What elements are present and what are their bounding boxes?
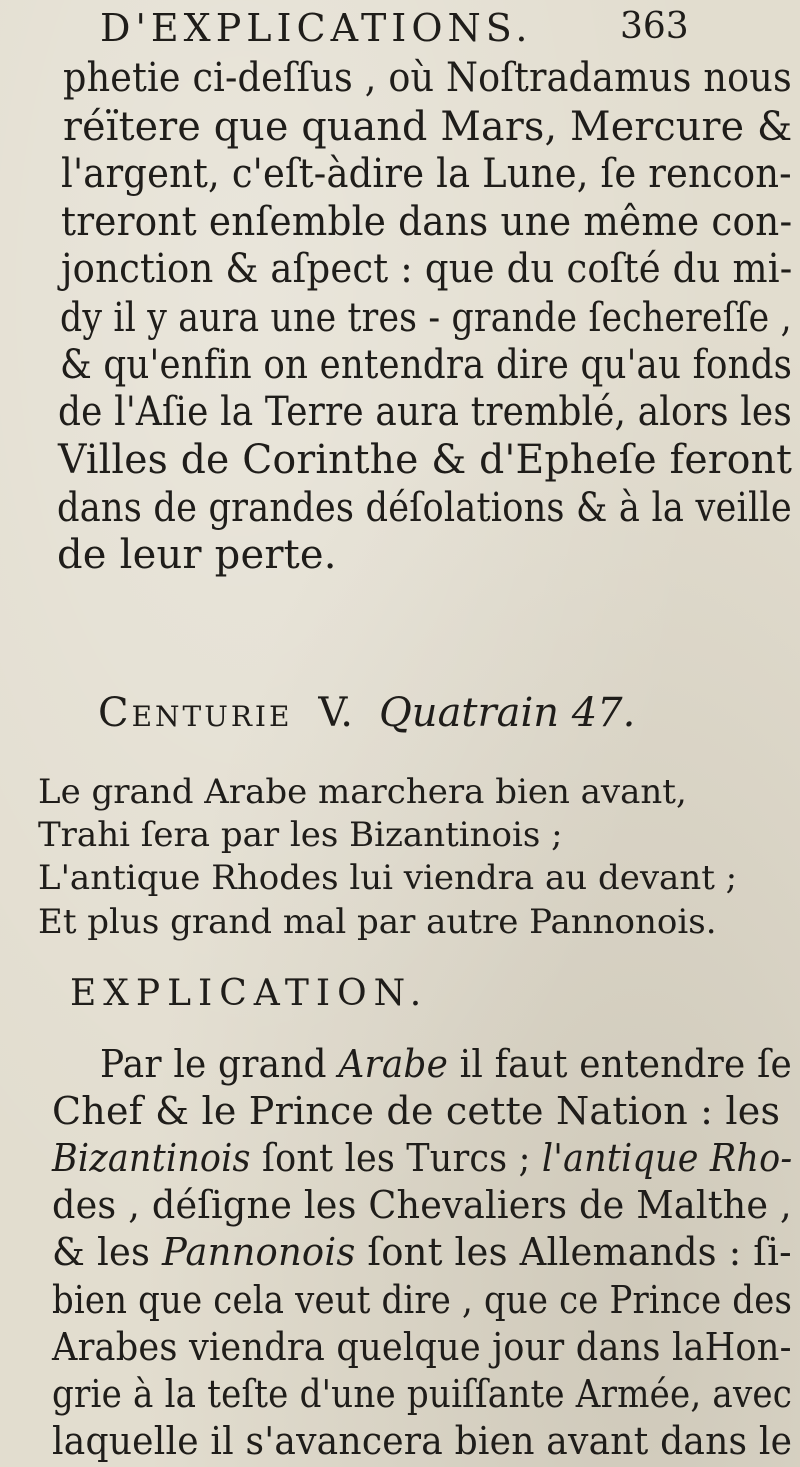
italic-run: Arabe (338, 1042, 449, 1086)
text-run: ſont les Turcs ; (250, 1136, 542, 1180)
body-line: de l'Aſie la Terre aura tremblé, alors les (58, 389, 792, 435)
text-run: Chef & le Prince de cette Nation : les (52, 1089, 781, 1133)
text-run: Par le grand (100, 1042, 339, 1086)
text-run: bien que cela veut dire , que ce Prince des (52, 1278, 793, 1322)
italic-run: l'antique Rho- (541, 1136, 793, 1180)
body-line: dy il y aura une tres - grande ſechereſſe , (60, 295, 792, 341)
page-number: 363 (620, 6, 689, 47)
explication-line (52, 1370, 792, 1418)
section-heading (98, 690, 635, 736)
quatrain-line: L'antique Rhodes lui viendra au devant ; (38, 858, 738, 898)
italic-run: Pannonois (162, 1230, 356, 1274)
body-line: & qu'enfin on entendra dire qu'au fonds (60, 342, 793, 388)
explication-line (52, 1228, 792, 1276)
text-run: il faut entendre ſe (448, 1042, 792, 1086)
quatrain-line: Le grand Arabe marchera bien avant, (38, 772, 687, 812)
body-line: phetie ci-deſſus , où Noſtradamus nous (63, 55, 792, 101)
body-line: réïtere que quand Mars, Mercure & (63, 104, 793, 150)
text-run: grie à la teſte d'une puiſſante Armée, avec (52, 1372, 793, 1416)
explication-line (52, 1417, 792, 1465)
body-line: Villes de Corinthe & d'Epheſe feront (58, 437, 793, 483)
explication-line (52, 1181, 792, 1229)
quatrain-number: Quatrain 47. (379, 690, 636, 736)
quatrain-line: Trahi ſera par les Bizantinois ; (38, 815, 563, 855)
header-title: D'EXPLICATIONS. (100, 6, 533, 50)
explication-line (52, 1323, 792, 1371)
explication-line (100, 1040, 792, 1088)
body-line: dans de grandes déſolations & à la veille (57, 485, 792, 531)
text-run: des , déſigne les Chevaliers de Malthe , (52, 1183, 792, 1227)
explication-line (52, 1087, 780, 1135)
quatrain-line: Et plus grand mal par autre Pannonois. (38, 902, 717, 942)
text-run: & les (52, 1230, 163, 1274)
explication-line (52, 1276, 792, 1324)
text-run: laquelle il s'avancera bien avant dans le (52, 1419, 793, 1463)
italic-run: Bizantinois (52, 1136, 251, 1180)
centurie-label: Centurie (98, 690, 293, 736)
body-line: treront enſemble dans une même con- (61, 199, 793, 245)
text-run: Arabes viendra quelque jour dans laHon- (52, 1325, 792, 1369)
body-line: de leur perte. (57, 532, 337, 578)
body-line: jonction & aſpect : que du coſté du mi- (61, 246, 793, 292)
centurie-number: V. (318, 690, 354, 736)
explication-line (52, 1134, 792, 1182)
body-line: l'argent, c'eſt-àdire la Lune, ſe rencon- (61, 151, 792, 197)
text-run: ſont les Allemands : ſi- (355, 1230, 792, 1274)
explication-heading: EXPLICATION. (70, 973, 429, 1014)
